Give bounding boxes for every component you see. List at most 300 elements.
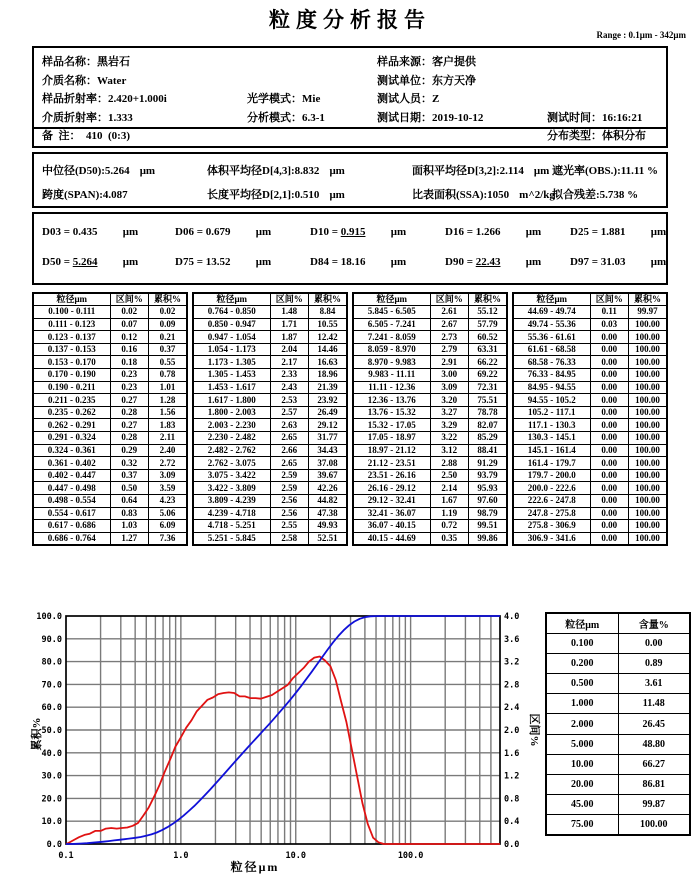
table-row xyxy=(193,331,347,344)
distribution-table xyxy=(512,292,668,546)
table-header-cell: 区间% xyxy=(270,293,309,306)
table-cell: 1.453 - 1.617 xyxy=(193,381,270,394)
table-cell: 2.482 - 2.762 xyxy=(193,444,270,457)
table-header-cell: 区间% xyxy=(590,293,629,306)
stat-unit: μm xyxy=(533,165,550,177)
table-cell: 0.27 xyxy=(110,394,149,407)
table-cell: 13.76 - 15.32 xyxy=(353,406,430,419)
table-cell: 2.762 - 3.075 xyxy=(193,457,270,470)
table-cell: 0.55 xyxy=(149,356,188,369)
table-row xyxy=(33,444,187,457)
table-cell: 69.22 xyxy=(469,369,508,382)
table-cell: 100.00 xyxy=(629,381,668,394)
table-cell: 0.16 xyxy=(110,343,149,356)
table-cell: 49.74 - 55.36 xyxy=(513,318,590,331)
table-cell: 0.617 - 0.686 xyxy=(33,520,110,533)
table-cell: 0.100 - 0.111 xyxy=(33,306,110,319)
table-row xyxy=(193,419,347,432)
table-row xyxy=(193,444,347,457)
info-field: 样品折射率：2.420+1.000i xyxy=(42,93,167,106)
table-cell: 2.65 xyxy=(270,457,309,470)
table-row xyxy=(513,369,667,382)
table-cell: 0.83 xyxy=(110,507,149,520)
table-row xyxy=(193,343,347,356)
d-value-item xyxy=(42,226,138,238)
table-cell: 55.12 xyxy=(469,306,508,319)
d-name: D84 = xyxy=(310,256,341,268)
table-cell: 0.03 xyxy=(590,318,629,331)
table-cell: 0.00 xyxy=(590,369,629,382)
y-right-tick-label: 0.0 xyxy=(504,840,520,850)
table-cell: 2.72 xyxy=(149,457,188,470)
y-left-tick-label: 40.0 xyxy=(41,748,62,759)
table-cell: 0.361 - 0.402 xyxy=(33,457,110,470)
table-row xyxy=(193,432,347,445)
table-row xyxy=(193,306,347,319)
table-cell: 2.73 xyxy=(430,331,469,344)
table-row xyxy=(546,674,690,694)
table-cell: 161.4 - 179.7 xyxy=(513,457,590,470)
table-header-cell: 累积% xyxy=(629,293,668,306)
table-cell: 3.20 xyxy=(430,394,469,407)
table-cell: 72.31 xyxy=(469,381,508,394)
table-row xyxy=(193,507,347,520)
y-left-tick-label: 90.0 xyxy=(41,634,62,645)
d-value-item xyxy=(445,256,541,268)
d-value: 18.16 xyxy=(340,256,366,268)
table-cell: 100.00 xyxy=(629,419,668,432)
table-row xyxy=(193,457,347,470)
table-cell: 0.32 xyxy=(110,457,149,470)
table-cell: 98.79 xyxy=(469,507,508,520)
table-cell: 0.00 xyxy=(618,633,690,653)
table-cell: 15.32 - 17.05 xyxy=(353,419,430,432)
table-row xyxy=(546,653,690,673)
info-row xyxy=(42,53,372,72)
table-cell: 0.764 - 0.850 xyxy=(193,306,270,319)
sample-info-left-column xyxy=(42,53,372,146)
range-label: Range : 0.1μm - 342μm xyxy=(596,30,686,40)
table-cell: 0.35 xyxy=(430,532,469,545)
table-row xyxy=(546,734,690,754)
d-name: D06 = xyxy=(175,226,206,238)
table-cell: 5.251 - 5.845 xyxy=(193,532,270,545)
table-row xyxy=(193,482,347,495)
d-value-item xyxy=(42,256,138,268)
table-cell: 2.56 xyxy=(270,507,309,520)
table-row xyxy=(513,381,667,394)
y-left-tick-label: 80.0 xyxy=(41,657,62,668)
d-name: D90 = xyxy=(445,256,476,268)
table-cell: 31.77 xyxy=(309,432,348,445)
table-row xyxy=(353,343,507,356)
table-cell: 0.00 xyxy=(590,444,629,457)
table-cell: 0.00 xyxy=(590,406,629,419)
table-cell: 8.84 xyxy=(309,306,348,319)
table-row xyxy=(513,432,667,445)
table-cell: 247.8 - 275.8 xyxy=(513,507,590,520)
table-row xyxy=(33,318,187,331)
table-cell: 100.00 xyxy=(629,432,668,445)
d-value: 1.881 xyxy=(600,226,626,238)
table-cell: 1.67 xyxy=(430,495,469,508)
table-cell: 0.11 xyxy=(590,306,629,319)
d-unit: μm xyxy=(255,226,272,238)
table-row xyxy=(193,318,347,331)
table-row xyxy=(33,457,187,470)
table-cell: 0.02 xyxy=(149,306,188,319)
table-cell: 0.947 - 1.054 xyxy=(193,331,270,344)
table-cell: 0.200 xyxy=(546,653,618,673)
table-cell: 97.60 xyxy=(469,495,508,508)
d-unit: μm xyxy=(255,256,272,268)
table-cell: 3.59 xyxy=(149,482,188,495)
table-header-row xyxy=(353,293,507,306)
table-cell: 66.27 xyxy=(618,754,690,774)
table-cell: 0.00 xyxy=(590,356,629,369)
table-row xyxy=(33,520,187,533)
table-row xyxy=(513,331,667,344)
info-field: 光学模式：Mie xyxy=(247,93,321,106)
table-cell: 82.07 xyxy=(469,419,508,432)
d-value-item xyxy=(310,256,406,268)
info-row xyxy=(377,90,662,109)
table-cell: 100.00 xyxy=(629,457,668,470)
stat-unit: μm xyxy=(329,189,345,201)
table-cell: 66.22 xyxy=(469,356,508,369)
stats-row xyxy=(42,162,658,184)
table-cell: 0.21 xyxy=(149,331,188,344)
info-field: 测试人员：Z xyxy=(377,93,440,106)
d-name: D50 = xyxy=(42,256,73,268)
table-cell: 0.111 - 0.123 xyxy=(33,318,110,331)
info-row xyxy=(42,127,372,146)
table-cell: 17.05 - 18.97 xyxy=(353,432,430,445)
table-row xyxy=(33,482,187,495)
table-row xyxy=(513,482,667,495)
stat-label-value: 比表面积(SSA):1050 xyxy=(412,189,510,201)
table-cell: 0.190 - 0.211 xyxy=(33,381,110,394)
table-cell: 0.554 - 0.617 xyxy=(33,507,110,520)
table-cell: 2.14 xyxy=(430,482,469,495)
d-values-box xyxy=(32,212,668,285)
table-cell: 1.87 xyxy=(270,331,309,344)
table-cell: 0.498 - 0.554 xyxy=(33,495,110,508)
table-row xyxy=(513,444,667,457)
table-cell: 306.9 - 341.6 xyxy=(513,532,590,545)
d-name: D10 = xyxy=(310,226,341,238)
table-header-cell: 粒径μm xyxy=(353,293,430,306)
table-header-row xyxy=(193,293,347,306)
y-left-tick-label: 70.0 xyxy=(41,680,62,691)
table-cell: 1.000 xyxy=(546,694,618,714)
d-value-item xyxy=(310,226,406,238)
table-cell: 18.97 - 21.12 xyxy=(353,444,430,457)
stats-row xyxy=(42,186,658,208)
table-cell: 29.12 - 32.41 xyxy=(353,495,430,508)
table-row xyxy=(546,694,690,714)
table-cell: 1.28 xyxy=(149,394,188,407)
table-cell: 2.000 xyxy=(546,714,618,734)
table-cell: 100.00 xyxy=(629,469,668,482)
table-cell: 2.50 xyxy=(430,469,469,482)
info-field: 测试时间：16:16:21 xyxy=(547,111,643,124)
table-row xyxy=(513,469,667,482)
table-cell: 0.00 xyxy=(590,457,629,470)
table-row xyxy=(513,532,667,545)
table-row xyxy=(513,318,667,331)
stat-label-value: 拟合残差:5.738 % xyxy=(552,189,639,201)
table-cell: 0.00 xyxy=(590,495,629,508)
table-row xyxy=(353,520,507,533)
stat-item xyxy=(207,162,345,178)
table-row xyxy=(353,495,507,508)
table-cell: 0.29 xyxy=(110,444,149,457)
stat-unit: μm xyxy=(139,165,156,177)
table-cell: 3.22 xyxy=(430,432,469,445)
table-cell: 0.211 - 0.235 xyxy=(33,394,110,407)
table-cell: 34.43 xyxy=(309,444,348,457)
table-cell: 5.000 xyxy=(546,734,618,754)
table-cell: 3.00 xyxy=(430,369,469,382)
table-cell: 26.16 - 29.12 xyxy=(353,482,430,495)
y-left-tick-label: 0.0 xyxy=(46,840,62,850)
table-cell: 11.11 - 12.36 xyxy=(353,381,430,394)
table-row xyxy=(33,532,187,545)
distribution-tables xyxy=(32,292,668,546)
table-cell: 16.63 xyxy=(309,356,348,369)
table-cell: 29.12 xyxy=(309,419,348,432)
d-name: D25 = xyxy=(570,226,601,238)
stat-item xyxy=(552,162,658,178)
table-cell: 18.96 xyxy=(309,369,348,382)
d-unit: μm xyxy=(122,256,139,268)
d-value: 0.679 xyxy=(205,226,231,238)
table-row xyxy=(193,532,347,545)
table-cell: 0.00 xyxy=(590,381,629,394)
table-cell: 117.1 - 130.3 xyxy=(513,419,590,432)
info-row xyxy=(42,72,372,91)
table-cell: 2.230 - 2.482 xyxy=(193,432,270,445)
distribution-table xyxy=(32,292,188,546)
table-cell: 3.29 xyxy=(430,419,469,432)
table-cell: 99.86 xyxy=(469,532,508,545)
table-cell: 0.64 xyxy=(110,495,149,508)
table-row xyxy=(33,369,187,382)
table-cell: 48.80 xyxy=(618,734,690,754)
table-cell: 0.89 xyxy=(618,653,690,673)
d-values-row xyxy=(42,226,667,252)
info-row xyxy=(42,90,372,109)
table-header-row xyxy=(33,293,187,306)
table-cell: 91.29 xyxy=(469,457,508,470)
table-cell: 0.324 - 0.361 xyxy=(33,444,110,457)
table-cell: 55.36 - 61.61 xyxy=(513,331,590,344)
table-row xyxy=(33,356,187,369)
stat-label-value: 长度平均径D[2,1]:0.510 xyxy=(207,189,320,201)
table-cell: 1.01 xyxy=(149,381,188,394)
x-tick-label: 100.0 xyxy=(397,851,424,861)
table-cell: 7.241 - 8.059 xyxy=(353,331,430,344)
table-row xyxy=(353,406,507,419)
table-row xyxy=(33,469,187,482)
table-row xyxy=(513,356,667,369)
content-table-wrap xyxy=(545,612,691,836)
table-cell: 0.09 xyxy=(149,318,188,331)
y-right-tick-label: 2.4 xyxy=(504,703,520,714)
stat-label-value: 面积平均径D[3,2]:2.114 xyxy=(412,165,524,177)
x-tick-label: 1.0 xyxy=(173,851,189,861)
table-cell: 99.97 xyxy=(629,306,668,319)
table-header-cell: 累积% xyxy=(469,293,508,306)
table-cell: 2.04 xyxy=(270,343,309,356)
table-cell: 2.57 xyxy=(270,406,309,419)
table-row xyxy=(546,754,690,774)
table-row xyxy=(33,331,187,344)
table-row xyxy=(193,469,347,482)
d-name: D97 = xyxy=(570,256,601,268)
table-cell: 3.09 xyxy=(430,381,469,394)
table-row xyxy=(546,633,690,653)
stat-item xyxy=(552,186,638,202)
table-cell: 9.983 - 11.11 xyxy=(353,369,430,382)
info-row xyxy=(377,109,662,128)
y-left-tick-label: 60.0 xyxy=(41,703,62,714)
d-name: D03 = xyxy=(42,226,73,238)
table-cell: 1.617 - 1.800 xyxy=(193,394,270,407)
d-value-item xyxy=(175,226,271,238)
table-row xyxy=(193,495,347,508)
table-header-cell: 粒径μm xyxy=(193,293,270,306)
table-cell: 0.500 xyxy=(546,674,618,694)
table-cell: 2.91 xyxy=(430,356,469,369)
table-cell: 95.93 xyxy=(469,482,508,495)
table-row xyxy=(353,394,507,407)
table-cell: 0.235 - 0.262 xyxy=(33,406,110,419)
table-row xyxy=(193,356,347,369)
table-cell: 23.92 xyxy=(309,394,348,407)
table-row xyxy=(33,381,187,394)
table-row xyxy=(193,520,347,533)
table-cell: 23.51 - 26.16 xyxy=(353,469,430,482)
table-cell: 100.00 xyxy=(629,318,668,331)
info-field: 分析模式：6.3-1 xyxy=(247,111,325,124)
y-right-tick-label: 3.6 xyxy=(504,634,520,645)
d-value: 13.52 xyxy=(205,256,231,268)
table-cell: 40.15 - 44.69 xyxy=(353,532,430,545)
table-row xyxy=(33,507,187,520)
distribution-table xyxy=(352,292,508,546)
table-row xyxy=(193,381,347,394)
table-row xyxy=(513,507,667,520)
table-row xyxy=(353,444,507,457)
table-cell: 1.48 xyxy=(270,306,309,319)
table-row xyxy=(353,469,507,482)
table-row xyxy=(353,306,507,319)
table-cell: 2.58 xyxy=(270,532,309,545)
d-name: D75 = xyxy=(175,256,206,268)
table-cell: 3.09 xyxy=(149,469,188,482)
table-row xyxy=(513,457,667,470)
table-cell: 0.00 xyxy=(590,469,629,482)
table-cell: 2.63 xyxy=(270,419,309,432)
stat-item xyxy=(42,162,155,178)
table-row xyxy=(353,432,507,445)
table-row xyxy=(33,495,187,508)
table-cell: 2.59 xyxy=(270,469,309,482)
stat-label-value: 跨度(SPAN):4.087 xyxy=(42,189,128,201)
d-value-item xyxy=(445,226,541,238)
stat-label-value: 体积平均径D[4,3]:8.832 xyxy=(207,165,320,177)
table-cell: 100.00 xyxy=(629,520,668,533)
table-cell: 3.075 - 3.422 xyxy=(193,469,270,482)
y-right-tick-label: 0.4 xyxy=(504,817,520,828)
y-left-tick-label: 10.0 xyxy=(41,817,62,828)
table-cell: 2.61 xyxy=(430,306,469,319)
d-unit: μm xyxy=(525,256,542,268)
page-title: 粒度分析报告 xyxy=(269,8,431,32)
table-row xyxy=(353,318,507,331)
table-cell: 100.00 xyxy=(629,406,668,419)
y-right-tick-label: 2.8 xyxy=(504,680,520,691)
table-cell: 100.00 xyxy=(629,394,668,407)
table-row xyxy=(33,306,187,319)
d-value: 5.264 xyxy=(72,256,98,268)
table-cell: 42.26 xyxy=(309,482,348,495)
info-row xyxy=(377,72,662,91)
table-cell: 5.06 xyxy=(149,507,188,520)
table-cell: 0.123 - 0.137 xyxy=(33,331,110,344)
table-cell: 0.07 xyxy=(110,318,149,331)
table-cell: 0.37 xyxy=(110,469,149,482)
info-row xyxy=(377,127,662,146)
table-cell: 12.36 - 13.76 xyxy=(353,394,430,407)
table-cell: 6.505 - 7.241 xyxy=(353,318,430,331)
table-cell: 44.82 xyxy=(309,495,348,508)
table-cell: 0.00 xyxy=(590,520,629,533)
table-cell: 100.00 xyxy=(618,815,690,835)
table-row xyxy=(353,532,507,545)
table-cell: 0.02 xyxy=(110,306,149,319)
table-cell: 0.00 xyxy=(590,482,629,495)
table-cell: 78.78 xyxy=(469,406,508,419)
table-cell: 8.059 - 8.970 xyxy=(353,343,430,356)
d-value: 31.03 xyxy=(600,256,626,268)
table-cell: 10.55 xyxy=(309,318,348,331)
table-cell: 1.173 - 1.305 xyxy=(193,356,270,369)
table-cell: 0.850 - 0.947 xyxy=(193,318,270,331)
stat-unit: m^2/kg xyxy=(519,189,555,201)
d-unit: μm xyxy=(390,256,407,268)
table-cell: 130.3 - 145.1 xyxy=(513,432,590,445)
table-row xyxy=(353,457,507,470)
table-row xyxy=(193,406,347,419)
info-field: 样品来源：客户提供 xyxy=(377,56,476,68)
table-cell: 1.800 - 2.003 xyxy=(193,406,270,419)
table-row xyxy=(513,419,667,432)
table-cell: 105.2 - 117.1 xyxy=(513,406,590,419)
table-cell: 93.79 xyxy=(469,469,508,482)
table-cell: 5.845 - 6.505 xyxy=(353,306,430,319)
table-cell: 2.53 xyxy=(270,394,309,407)
table-cell: 3.809 - 4.239 xyxy=(193,495,270,508)
table-header-cell: 区间% xyxy=(110,293,149,306)
table-cell: 0.00 xyxy=(590,532,629,545)
stat-label-value: 中位径(D50):5.264 xyxy=(42,165,130,177)
table-row xyxy=(513,520,667,533)
table-cell: 2.55 xyxy=(270,520,309,533)
d-value: 1.266 xyxy=(475,226,501,238)
